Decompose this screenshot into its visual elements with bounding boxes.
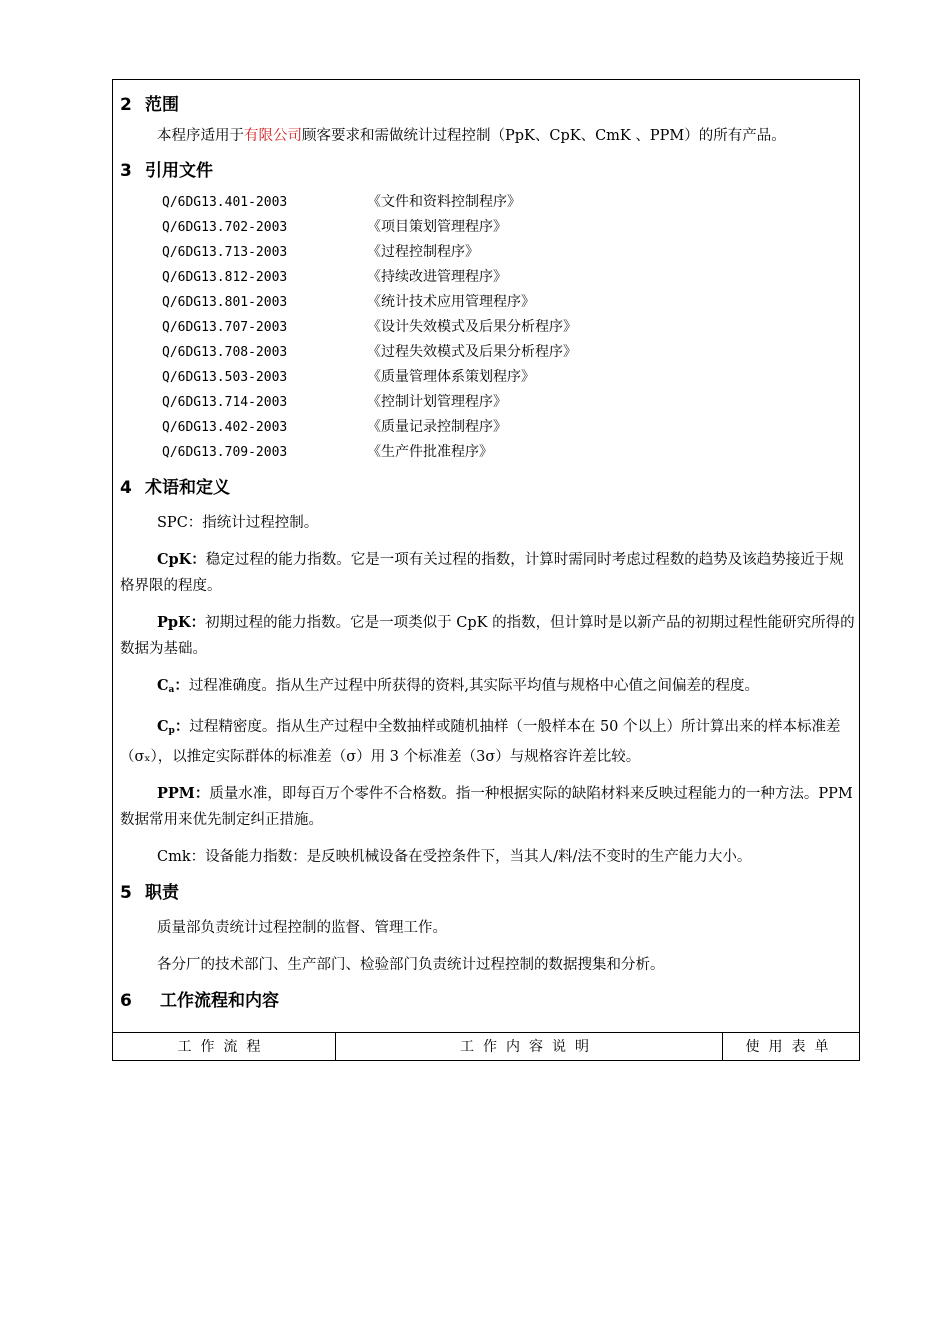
definition-cp (120, 714, 855, 770)
reference-item (162, 265, 855, 290)
reference-list (162, 190, 855, 465)
reference-name: 《文件和资料控制程序》 (367, 194, 521, 210)
term: SPC： (157, 515, 203, 531)
reference-code: Q/6DG13.402-2003 (162, 420, 288, 435)
definition: 指统计过程控制。 (202, 515, 319, 531)
scope-text: 本程序适用于 (157, 128, 244, 144)
reference-item (162, 340, 855, 365)
term-colon: ： (174, 718, 190, 735)
reference-code: Q/6DG13.503-2003 (162, 370, 288, 385)
workflow-table-header (112, 1032, 860, 1061)
reference-code: Q/6DG13.709-2003 (162, 445, 288, 460)
term-subscript: a (168, 685, 175, 695)
section-number: 6 (120, 991, 132, 1011)
reference-item (162, 365, 855, 390)
reference-item (162, 415, 855, 440)
term-base: C (157, 677, 169, 694)
definition-cmk (120, 844, 855, 870)
document-body (120, 92, 855, 1014)
term: PPM： (157, 785, 210, 802)
reference-name: 《质量记录控制程序》 (367, 419, 507, 435)
section-number: 5 (120, 883, 132, 903)
reference-item (162, 390, 855, 415)
reference-name: 《质量管理体系策划程序》 (367, 369, 535, 385)
scope-text-rest: 顾客要求和需做统计过程控制（PpK、CpK、CmK 、PPM）的所有产品。 (302, 128, 786, 144)
definition-ca (120, 673, 855, 703)
section-title: 职责 (145, 883, 179, 903)
scope-paragraph (120, 123, 855, 149)
reference-name: 《控制计划管理程序》 (367, 394, 507, 410)
reference-code: Q/6DG13.812-2003 (162, 270, 288, 285)
column-header-content: 工作内容说明 (336, 1033, 723, 1061)
reference-name: 《设计失效模式及后果分析程序》 (367, 319, 577, 335)
responsibility-paragraph: 各分厂的技术部门、生产部门、检验部门负责统计过程控制的数据搜集和分析。 (157, 957, 665, 973)
reference-item (162, 440, 855, 465)
term: PpK： (157, 614, 206, 631)
company-name: 有限公司 (244, 128, 302, 144)
reference-code: Q/6DG13.714-2003 (162, 395, 288, 410)
term (157, 677, 189, 694)
reference-name: 《生产件批准程序》 (367, 444, 493, 460)
term-subscript: p (168, 726, 175, 736)
section-3-heading (120, 158, 855, 184)
reference-code: Q/6DG13.708-2003 (162, 345, 288, 360)
reference-name: 《过程失效模式及后果分析程序》 (367, 344, 577, 360)
section-title: 工作流程和内容 (160, 991, 279, 1011)
definition: 质量水准，即每百万个零件不合格数。指一种根据实际的缺陷材料来反映过程能力的一种方法。PPM 数据常用来优先制定纠正措施。 (120, 786, 853, 828)
term-base: C (157, 718, 169, 735)
definition: 设备能力指数：是反映机械设备在受控条件下，当其人/料/法不变时的生产能力大小。 (205, 849, 752, 865)
definition: 过程准确度。指从生产过程中所获得的资料,其实际平均值与规格中心值之间偏差的程度。 (188, 678, 759, 694)
definition-cpk (120, 547, 855, 599)
reference-name: 《统计技术应用管理程序》 (367, 294, 535, 310)
reference-code: Q/6DG13.801-2003 (162, 295, 288, 310)
section-4-heading (120, 475, 855, 501)
reference-item (162, 215, 855, 240)
definition: 稳定过程的能力指数。它是一项有关过程的指数，计算时需同时考虑过程数的趋势及该趋势接近于规格界限的程度。 (120, 552, 844, 594)
column-header-workflow: 工作流程 (112, 1033, 336, 1061)
reference-code: Q/6DG13.401-2003 (162, 195, 288, 210)
reference-code: Q/6DG13.713-2003 (162, 245, 288, 260)
definition-spc (120, 510, 855, 536)
section-6-heading (120, 988, 855, 1014)
definition: 初期过程的能力指数。它是一项类似于 CpK 的指数，但计算时是以新产品的初期过程性能研究所得的数据为基础。 (120, 615, 855, 657)
definition-ppk (120, 610, 855, 662)
section-2-heading (120, 92, 855, 118)
section-title: 引用文件 (145, 161, 213, 181)
term (157, 718, 189, 735)
section-number: 4 (120, 478, 132, 498)
reference-name: 《项目策划管理程序》 (367, 219, 507, 235)
section-5-heading (120, 880, 855, 906)
reference-item (162, 240, 855, 265)
term-colon: ： (174, 677, 189, 694)
reference-code: Q/6DG13.702-2003 (162, 220, 288, 235)
reference-name: 《过程控制程序》 (367, 244, 479, 260)
section-title: 术语和定义 (145, 478, 230, 498)
reference-item (162, 190, 855, 215)
reference-name: 《持续改进管理程序》 (367, 269, 507, 285)
section-number: 3 (120, 161, 132, 181)
definition-ppm (120, 781, 855, 833)
definition: 过程精密度。指从生产过程中全数抽样或随机抽样（一般样本在 50 个以上）所计算出来的样本标准差（σₓ），以推定实际群体的标准差（σ）用 3 个标准差（3σ）与规格容许差比较。 (120, 719, 841, 765)
reference-item (162, 315, 855, 340)
section-title: 范围 (145, 95, 179, 115)
term: CpK： (157, 551, 206, 568)
responsibility-paragraph: 质量部负责统计过程控制的监督、管理工作。 (157, 920, 447, 936)
column-header-forms: 使用表单 (745, 1039, 838, 1055)
reference-code: Q/6DG13.707-2003 (162, 320, 288, 335)
section-number: 2 (120, 95, 132, 115)
reference-item (162, 290, 855, 315)
term: Cmk： (157, 849, 206, 865)
